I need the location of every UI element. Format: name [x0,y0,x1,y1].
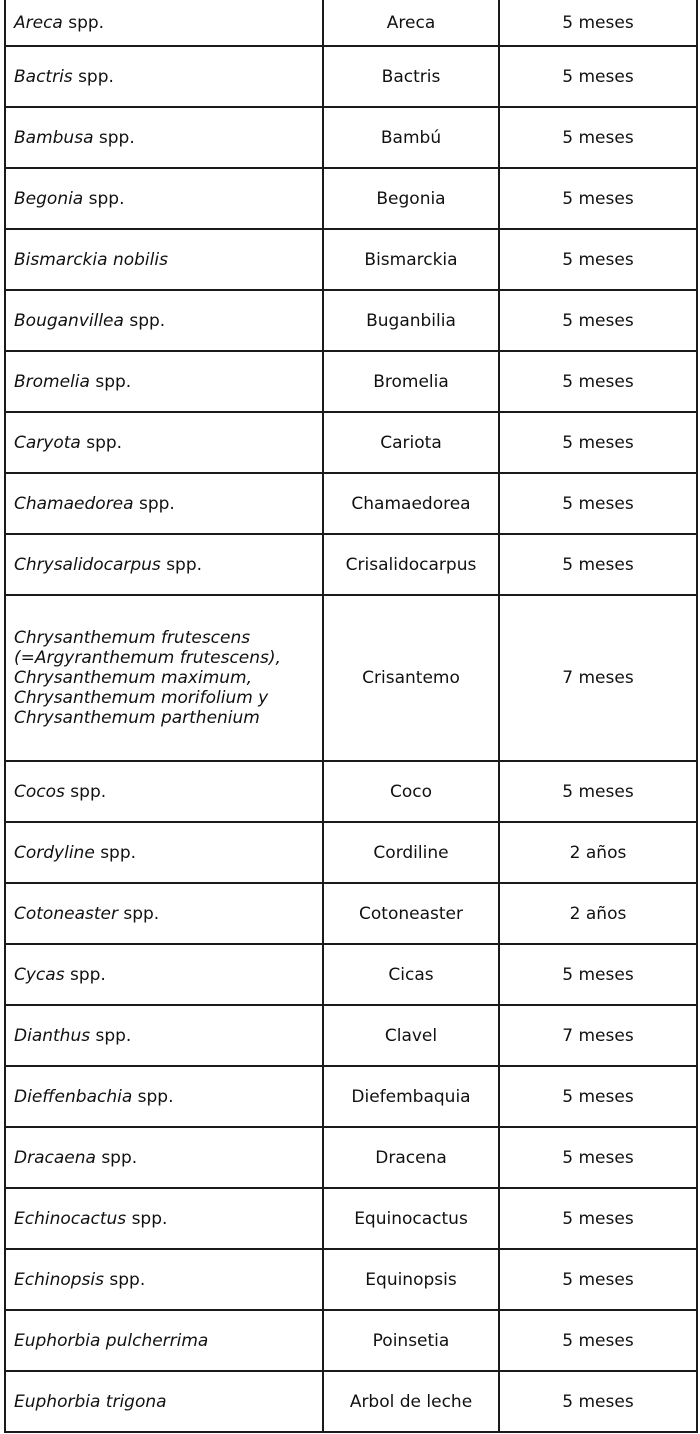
genus-suffix: spp. [80,432,123,453]
common-name-cell: Chamaedorea [323,473,499,534]
common-name-cell: Dracena [323,1127,499,1188]
period-cell: 5 meses [499,534,697,595]
common-name-cell: Equinocactus [323,1188,499,1249]
scientific-name-cell [5,534,323,595]
period-cell: 5 meses [499,1188,697,1249]
period-cell: 7 meses [499,595,697,761]
scientific-name-cell [5,822,323,883]
genus-name: Euphorbia pulcherrima [14,1330,209,1351]
period-cell: 2 años [499,822,697,883]
common-name-cell: Bismarckia [323,229,499,290]
common-name-cell: Cotoneaster [323,883,499,944]
common-name-cell: Buganbilia [323,290,499,351]
genus-name: Echinocactus [14,1208,127,1229]
scientific-name-cell [5,761,323,822]
period-cell: 7 meses [499,1005,697,1066]
period-cell: 2 años [499,883,697,944]
table-row [5,944,697,1005]
genus-name: Caryota [14,432,81,453]
scientific-name-cell [5,0,323,46]
period-cell: 5 meses [499,1249,697,1310]
genus-suffix: spp. [93,127,135,148]
period-cell: 5 meses [499,412,697,473]
period-cell: 5 meses [499,0,697,46]
genus-name: Bambusa [14,127,94,148]
common-name-cell: Bromelia [323,351,499,412]
table-row [5,412,697,473]
genus-name: Chamaedorea [14,493,134,514]
genus-name: Bismarckia nobilis [14,249,168,270]
table-row [5,1127,697,1188]
common-name-cell: Crisalidocarpus [323,534,499,595]
genus-name: Areca [14,12,63,33]
scientific-name-cell [5,944,323,1005]
genus-suffix: spp. [94,842,137,863]
period-cell: 5 meses [499,168,697,229]
genus-name: Echinopsis [14,1269,104,1290]
genus-suffix: spp. [83,188,125,209]
table-row [5,534,697,595]
table-row [5,761,697,822]
scientific-name-cell [5,229,323,290]
period-cell: 5 meses [499,1127,697,1188]
scientific-name-cell [5,1371,323,1432]
common-name-cell: Cariota [323,412,499,473]
table-row [5,595,697,761]
genus-suffix: spp. [64,781,107,802]
genus-suffix: spp. [132,1086,174,1107]
genus-name: Bactris [14,66,73,87]
scientific-name-cell [5,1066,323,1127]
table-row [5,46,697,107]
common-name-cell: Clavel [323,1005,499,1066]
common-name-cell: Equinopsis [323,1249,499,1310]
common-name-cell: Bambú [323,107,499,168]
scientific-name-cell [5,351,323,412]
genus-name: Chrysalidocarpus [14,554,161,575]
period-cell: 5 meses [499,1066,697,1127]
period-cell: 5 meses [499,46,697,107]
genus-suffix: spp. [95,1147,138,1168]
period-cell: 5 meses [499,107,697,168]
genus-name: Cordyline [14,842,95,863]
table-row [5,290,697,351]
period-cell: 5 meses [499,229,697,290]
genus-suffix: spp. [64,964,106,985]
period-cell: 5 meses [499,473,697,534]
genus-suffix: spp. [133,493,175,514]
genus-name: Dracaena [14,1147,96,1168]
table-row [5,168,697,229]
common-name-cell: Bactris [323,46,499,107]
common-name-cell: Poinsetia [323,1310,499,1371]
table-row [5,351,697,412]
scientific-name-cell [5,107,323,168]
period-cell: 5 meses [499,351,697,412]
genus-name: Begonia [14,188,84,209]
common-name-cell: Areca [323,0,499,46]
genus-name: Cycas [14,964,65,985]
genus-suffix: spp. [123,310,166,331]
table-row [5,107,697,168]
common-name-cell: Cicas [323,944,499,1005]
genus-suffix: spp. [89,371,132,392]
genus-suffix: spp. [104,1269,146,1290]
period-cell: 5 meses [499,761,697,822]
genus-name: Cotoneaster [14,903,118,924]
genus-name: Bouganvillea [14,310,124,331]
scientific-name-cell [5,46,323,107]
scientific-name-cell [5,1310,323,1371]
period-cell: 5 meses [499,1371,697,1432]
genus-suffix: spp. [126,1208,168,1229]
table-row [5,473,697,534]
genus-name: Cocos [14,781,65,802]
common-name-cell: Diefembaquia [323,1066,499,1127]
scientific-name-cell [5,473,323,534]
genus-name: Dieffenbachia [14,1086,133,1107]
table-body [5,0,697,1432]
scientific-name-cell [5,412,323,473]
genus-suffix: spp. [72,66,114,87]
species-table [4,0,698,1433]
scientific-name-cell [5,290,323,351]
table-row [5,1310,697,1371]
common-name-cell: Crisantemo [323,595,499,761]
document-page [4,0,696,1433]
scientific-name-cell [5,1188,323,1249]
table-row [5,229,697,290]
scientific-name-cell [5,595,323,761]
table-row [5,1249,697,1310]
common-name-cell: Begonia [323,168,499,229]
table-row [5,883,697,944]
genus-suffix: spp. [160,554,203,575]
common-name-cell: Arbol de leche [323,1371,499,1432]
genus-suffix: spp. [90,1025,132,1046]
genus-name: Bromelia [14,371,90,392]
period-cell: 5 meses [499,290,697,351]
scientific-name-cell [5,168,323,229]
table-row [5,822,697,883]
period-cell: 5 meses [499,1310,697,1371]
genus-name: Euphorbia trigona [14,1391,167,1412]
period-cell: 5 meses [499,944,697,1005]
scientific-name-cell [5,1249,323,1310]
table-row [5,1188,697,1249]
scientific-name-cell [5,1127,323,1188]
table-row [5,0,697,46]
scientific-name-cell [5,1005,323,1066]
genus-suffix: spp. [117,903,160,924]
genus-name: Chrysanthemum frutescens (=Argyranthemum frutescens), Chrysanthemum maximum, Chrysanthemum morifolium y Chrysanthemum parthenium [14,628,281,728]
table-row [5,1005,697,1066]
common-name-cell: Coco [323,761,499,822]
genus-name: Dianthus [14,1025,91,1046]
common-name-cell: Cordiline [323,822,499,883]
genus-suffix: spp. [62,12,105,33]
scientific-name-cell [5,883,323,944]
table-row [5,1371,697,1432]
table-row [5,1066,697,1127]
